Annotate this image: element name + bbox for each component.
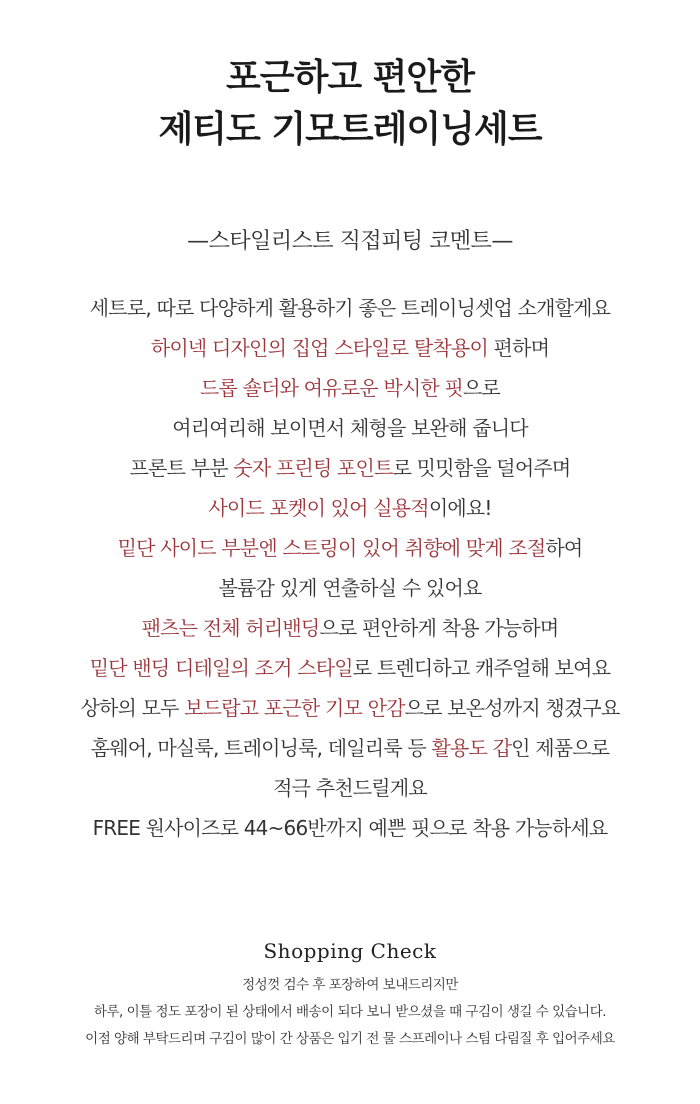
highlight-text: 하이넥 디자인의 집업 스타일로 탈착용이 xyxy=(150,336,488,360)
shopping-check-line: 하루, 이틀 정도 포장이 된 상태에서 배송이 되다 보니 받으셨을 때 구김이 생길 수 있습니다. xyxy=(93,1004,607,1020)
comment-line xyxy=(0,688,700,728)
product-title-line1: 포근하고 편안한 xyxy=(226,57,474,98)
comment-text: 으로 xyxy=(462,376,501,400)
comment-text: 로 트렌디하고 캐주얼해 보여요 xyxy=(352,656,611,680)
comment-line xyxy=(0,608,700,648)
highlight-text: 활용도 갑 xyxy=(431,736,512,760)
product-title xyxy=(0,52,700,156)
comment-text: 프론트 부분 xyxy=(129,456,234,480)
comment-text: 상하의 모두 xyxy=(80,696,185,720)
comment-text: FREE 원사이즈로 44~66반까지 예쁜 핏으로 착용 가능하세요 xyxy=(92,816,608,840)
stylist-comment-heading: —스타일리스트 직접피팅 코멘트— xyxy=(187,229,513,254)
highlight-text: 팬츠는 전체 허리밴딩 xyxy=(141,616,320,640)
product-title-line2: 제티도 기모트레이닝세트 xyxy=(158,109,542,150)
comment-text: 적극 추천드릴게요 xyxy=(273,776,427,800)
comment-line xyxy=(0,328,700,368)
comment-text: 편하며 xyxy=(487,336,550,360)
comment-text: 세트로, 따로 다양하게 활용하기 좋은 트레이닝셋업 소개할게요 xyxy=(89,296,611,320)
comment-text: 으로 보온성까지 챙겼구요 xyxy=(404,696,620,720)
highlight-text: 숫자 프린팅 포인트 xyxy=(233,456,393,480)
comment-text: 으로 편안하게 착용 가능하며 xyxy=(319,616,559,640)
comment-text: 이에요! xyxy=(428,496,492,520)
shopping-check-notice xyxy=(0,972,700,1053)
shopping-check-line: 정성껏 검수 후 포장하여 보내드리지만 xyxy=(242,977,458,993)
highlight-text: 사이드 포켓이 있어 실용적 xyxy=(208,496,429,520)
highlight-text: 밑단 사이드 부분엔 스트링이 있어 취향에 맞게 조절 xyxy=(117,536,546,560)
highlight-text: 보드랍고 포근한 기모 안감 xyxy=(184,696,405,720)
comment-line xyxy=(0,768,700,808)
shopping-check-title: Shopping Check xyxy=(263,939,437,963)
comment-text: 여리여리해 보이면서 체형을 보완해 줍니다 xyxy=(172,416,528,440)
shopping-check-line: 이점 양해 부탁드리며 구김이 많이 간 상품은 입기 전 물 스프레이나 스팀 다림질 후 입어주세요 xyxy=(85,1031,615,1047)
comment-line xyxy=(0,808,700,848)
comment-line xyxy=(0,728,700,768)
comment-line xyxy=(0,408,700,448)
comment-line xyxy=(0,448,700,488)
highlight-text: 드롭 숄더와 여유로운 박시한 핏 xyxy=(199,376,463,400)
stylist-comment-list xyxy=(0,288,700,848)
comment-line xyxy=(0,648,700,688)
comment-text: 볼륨감 있게 연출하실 수 있어요 xyxy=(218,576,482,600)
comment-text: 홈웨어, 마실룩, 트레이닝룩, 데일리룩 등 xyxy=(90,736,432,760)
comment-line xyxy=(0,488,700,528)
comment-line xyxy=(0,528,700,568)
comment-text: 하여 xyxy=(545,536,583,560)
comment-line xyxy=(0,288,700,328)
comment-line xyxy=(0,368,700,408)
highlight-text: 밑단 밴딩 디테일의 조거 스타일 xyxy=(89,656,353,680)
comment-text: 인 제품으로 xyxy=(511,736,610,760)
comment-line xyxy=(0,568,700,608)
comment-text: 로 밋밋함을 덜어주며 xyxy=(392,456,571,480)
